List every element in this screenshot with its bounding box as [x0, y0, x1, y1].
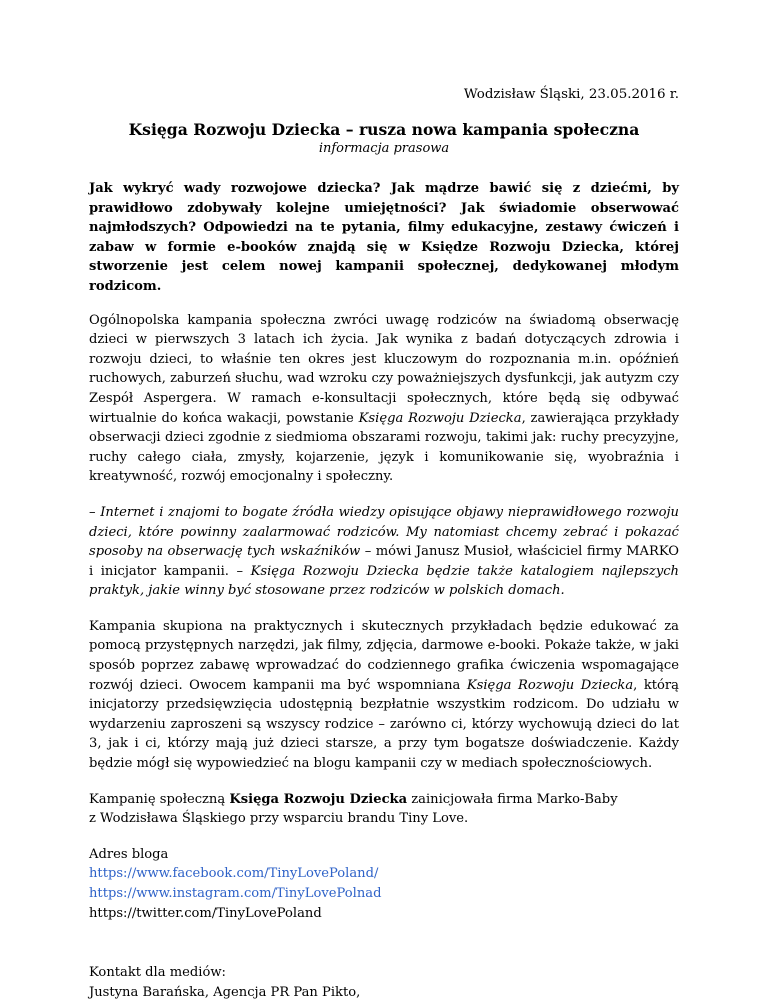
para2-text-1: Kampania skupiona na praktycznych i skutecznych przykładach będzie edukować za pomocą przystępnych narzędzi, jak filmy, zdjęcia, darmowe e-booki. Pokaże także, w jaki sposób poprzez zabawę wprowadzać do codziennego grafika ćwiczenia wspomagające rozwój dzieci. Owocem kampanii ma być wspomniana — [89, 618, 679, 693]
para1-text-1: Ogólnopolska kampania społeczna zwróci uwagę rodziców na świadomą obserwację dzieci w pierwszych 3 latach ich życia. Jak wynika z badań dotyczących zdrowia i rozwoju dzieci, to właśnie ten okres jest kluczowym do rozpoznania m.in. opóźnień ruchowych, zaburzeń słuchu, wad wzroku czy poważniejszych dysfunkcji, jak autyzm czy Zespół Aspergera. W ramach e-konsultacji społecznych, które będą się odbywać wirtualnie do końca wakacji, powstanie — [89, 312, 679, 426]
para3-book-title: Księga Rozwoju Dziecka — [229, 791, 408, 807]
facebook-link[interactable]: https://www.facebook.com/TinyLovePoland/ — [89, 866, 379, 882]
para3-text-1: Kampanię społeczną — [89, 791, 230, 807]
blog-heading: Adres bloga — [89, 846, 169, 862]
quote-paragraph — [89, 503, 679, 601]
contact-person: Justyna Barańska, Agencja PR Pan Pikto, — [89, 984, 361, 1000]
instagram-link[interactable]: https://www.instagram.com/TinyLovePolnad — [89, 886, 382, 901]
quote-italic-2: Księga Rozwoju Dziecka będzie także katalogiem najlepszych praktyk, jakie winny być stosowane przez rodziców w polskich domach. — [89, 563, 679, 599]
place-date: Wodzisław Śląski, 23.05.2016 r. — [463, 87, 679, 102]
para2-text-2: , którą inicjatorzy przedsięwzięcia udostępnią bezpłatnie wszystkim rodzicom. Do udziału w wydarzeniu zaproszeni są wszyscy rodzice – zarówno ci, którzy wychowują dzieci do lat 3, jak i ci, którzy mają już dzieci starsze, a przy tym bogatsze doświadczenie. Każdy będzie mógł się wypowiedzieć na blogu kampanii czy w mediach społecznościowych. — [89, 677, 679, 772]
contact-heading: Kontakt dla mediów: — [89, 965, 226, 981]
para3-line-2: z Wodzisława Śląskiego przy wsparciu brandu Tiny Love. — [89, 811, 469, 827]
quote-italic-1: – Internet i znajomi to bogate źródła wiedzy opisujące objawy nieprawidłowego rozwoju dzieci, które powinny zaalarmować rodziców. My natomiast chcemy zebrać i pokazać sposoby na obserwację tych wskaźników — [89, 504, 679, 560]
body-paragraph-1 — [89, 311, 679, 487]
para3-text-2: zainicjowała firma Marko-Baby — [407, 791, 618, 807]
para1-text-2: , zawierająca przykłady obserwacji dzieci zgodnie z siedmioma obszarami rozwoju, takimi jak: ruchy precyzyjne, ruchy całego ciała, zmysły, kojarzenie, język i komunikowanie się, wyobraźnia i kreatywność, rozwój emocjonalny i społeczny. — [89, 410, 680, 485]
para1-book-title: Księga Rozwoju Dziecka — [358, 410, 522, 426]
document-title: Księga Rozwoju Dziecka – rusza nowa kampania społeczna — [128, 120, 640, 139]
para2-book-title: Księga Rozwoju Dziecka — [466, 677, 634, 693]
contact-block — [89, 963, 679, 1002]
body-paragraph-2 — [89, 617, 679, 774]
document-subtitle: informacja prasowa — [318, 141, 450, 156]
document-page — [89, 86, 679, 1002]
links-block — [89, 845, 679, 923]
lead-paragraph: Jak wykryć wady rozwojowe dziecka? Jak mądrze bawić się z dziećmi, by prawidłowo zdobywały kolejne umiejętności? Jak świadomie obserwować najmłodszych? Odpowiedzi na te pytania, filmy edukacyjne, zestawy ćwiczeń i zabaw w formie e-booków znajdą się w Księdze Rozwoju Dziecka, której stworzenie jest celem nowej kampanii społecznej, dedykowanej młodym rodzicom. — [89, 181, 679, 294]
twitter-link[interactable]: https://twitter.com/TinyLovePoland — [89, 905, 322, 921]
quote-attribution: – mówi Janusz Musioł, właściciel firmy MARKO i inicjator kampanii. – — [89, 544, 679, 579]
body-paragraph-3 — [89, 790, 679, 829]
